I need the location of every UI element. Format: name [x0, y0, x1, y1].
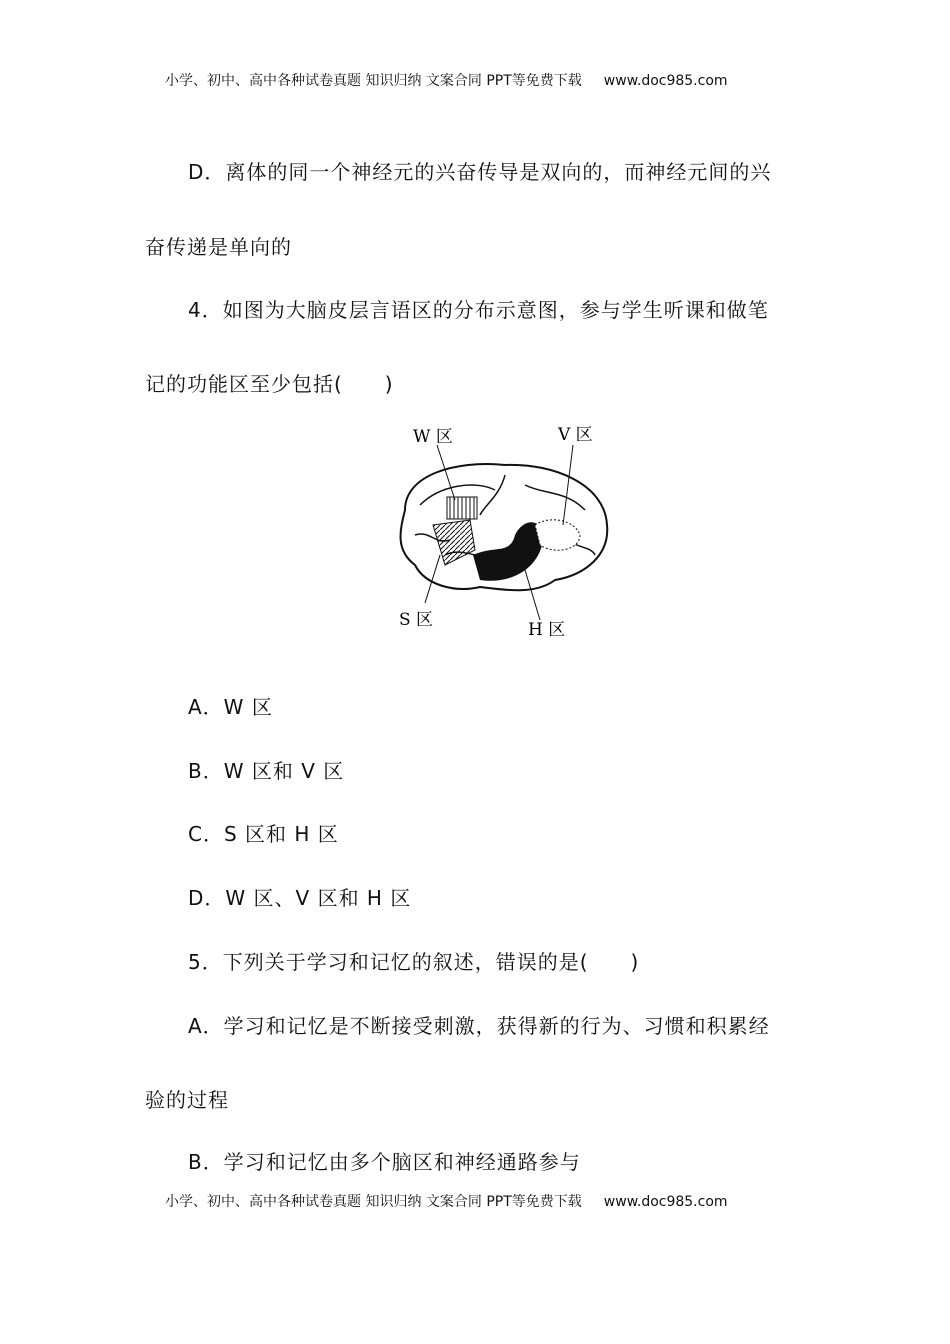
label-h-area: H 区 [528, 620, 566, 640]
option-d-q4: D．W 区、V 区和 H 区 [188, 886, 412, 910]
option-d-q3-cont: 奋传递是单向的 [145, 235, 292, 259]
option-c-q4: C．S 区和 H 区 [188, 822, 339, 846]
option-b-q5: B．学习和记忆由多个脑区和神经通路参与 [188, 1150, 581, 1174]
label-v-area: V 区 [558, 425, 593, 445]
footer-text: 小学、初中、高中各种试卷真题 知识归纳 文案合同 PPT等免费下载 [165, 1194, 582, 1210]
label-w-area: W 区 [413, 427, 453, 447]
header-url: www.doc985.com [603, 73, 728, 89]
option-a-q5: A．学习和记忆是不断接受刺激，获得新的行为、习惯和积累经 [188, 1014, 770, 1038]
header-text: 小学、初中、高中各种试卷真题 知识归纳 文案合同 PPT等免费下载 [165, 73, 582, 89]
option-a-q5-cont: 验的过程 [145, 1088, 229, 1112]
brain-language-areas-figure [385, 415, 615, 645]
question-4: 4．如图为大脑皮层言语区的分布示意图，参与学生听课和做笔 [188, 298, 769, 322]
footer-url: www.doc985.com [603, 1194, 728, 1210]
option-d-q3: D．离体的同一个神经元的兴奋传导是双向的，而神经元间的兴 [188, 160, 772, 184]
page-header [165, 70, 728, 90]
option-b-q4: B．W 区和 V 区 [188, 759, 345, 783]
question-4-cont: 记的功能区至少包括( ) [145, 372, 394, 396]
option-a-q4: A．W 区 [188, 695, 273, 719]
page-footer [165, 1191, 728, 1211]
label-s-area: S 区 [399, 610, 434, 630]
question-5: 5．下列关于学习和记忆的叙述，错误的是( ) [188, 950, 640, 974]
